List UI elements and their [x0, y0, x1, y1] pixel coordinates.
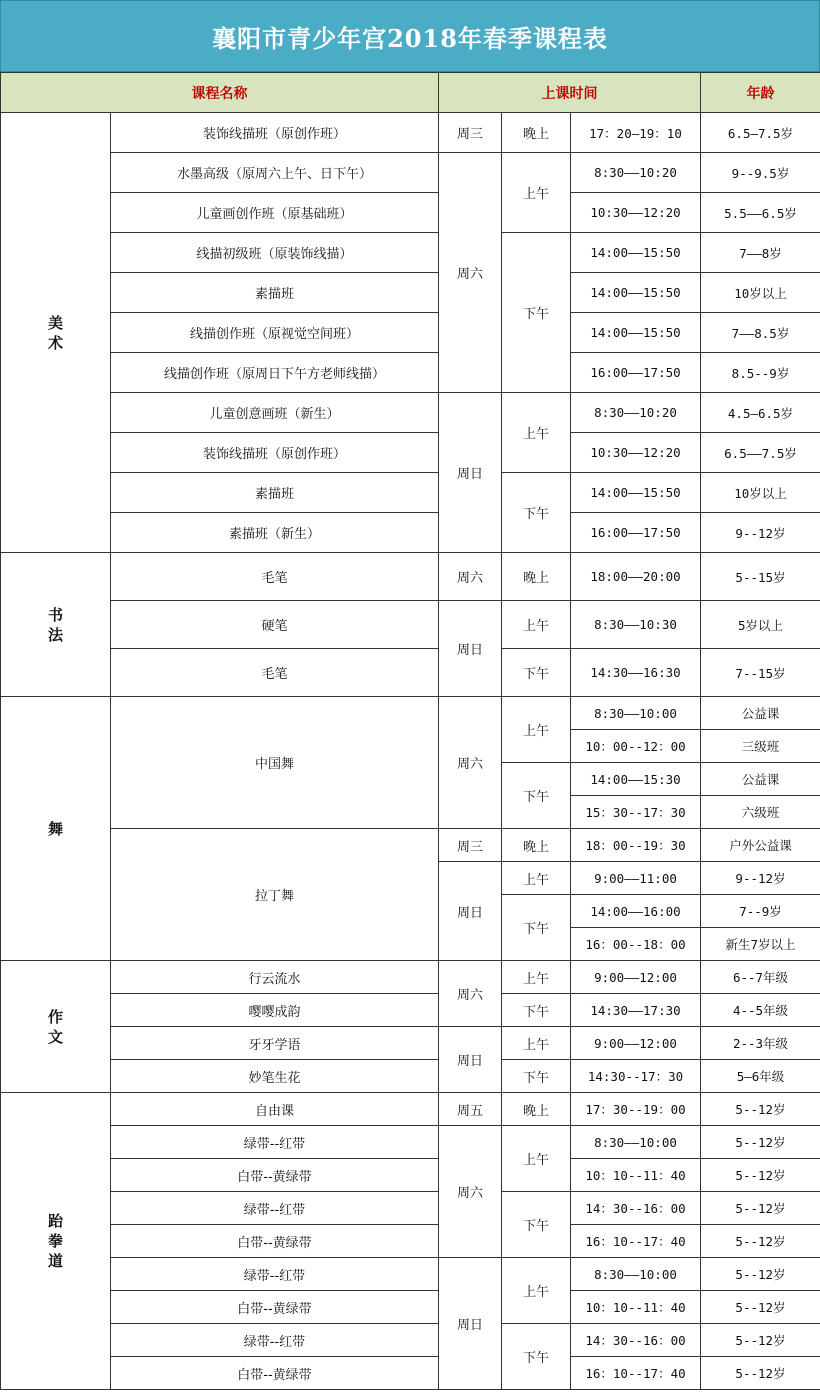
- period-cell: 上午: [502, 601, 571, 649]
- time-cell: 9:00——11:00: [571, 862, 701, 895]
- time-cell: 14:00——15:50: [571, 273, 701, 313]
- course-name: 素描班（新生）: [111, 513, 439, 553]
- day-cell: 周六: [439, 153, 502, 393]
- age-cell: 5--12岁: [701, 1258, 820, 1291]
- table-row: [1, 961, 820, 994]
- table-row: [1, 433, 820, 473]
- day-cell: 周三: [439, 113, 502, 153]
- age-cell: 10岁以上: [701, 473, 820, 513]
- age-cell: 5--12岁: [701, 1225, 820, 1258]
- time-cell: 8:30——10:00: [571, 1258, 701, 1291]
- course-name: 素描班: [111, 473, 439, 513]
- day-cell: 周六: [439, 697, 502, 829]
- table-row: [1, 193, 820, 233]
- table-row: [1, 353, 820, 393]
- age-cell: 9--12岁: [701, 862, 820, 895]
- day-cell: 周日: [439, 601, 502, 697]
- table-row: [1, 113, 820, 153]
- course-name: 线描创作班（原周日下午方老师线描）: [111, 353, 439, 393]
- table-row: [1, 829, 820, 862]
- age-cell: 8.5--9岁: [701, 353, 820, 393]
- time-cell: 14:30--17：30: [571, 1060, 701, 1093]
- time-cell: 9:00——12:00: [571, 1027, 701, 1060]
- table-row: [1, 1126, 820, 1159]
- age-cell: 新生7岁以上: [701, 928, 820, 961]
- time-cell: 14:30——16:30: [571, 649, 701, 697]
- day-cell: 周六: [439, 553, 502, 601]
- time-cell: 10：10--11：40: [571, 1159, 701, 1192]
- day-cell: 周五: [439, 1093, 502, 1126]
- age-cell: 公益课: [701, 763, 820, 796]
- time-cell: 14:30——17:30: [571, 994, 701, 1027]
- time-cell: 18:00——20:00: [571, 553, 701, 601]
- period-cell: 晚上: [502, 553, 571, 601]
- age-cell: 6.5—7.5岁: [701, 113, 820, 153]
- table-row: [1, 273, 820, 313]
- time-cell: 8:30——10:30: [571, 601, 701, 649]
- table-row: [1, 1225, 820, 1258]
- table-row: [1, 1027, 820, 1060]
- time-cell: 8:30——10:00: [571, 697, 701, 730]
- time-cell: 16:00——17:50: [571, 513, 701, 553]
- course-name: 毛笔: [111, 553, 439, 601]
- time-cell: 10：10--11：40: [571, 1291, 701, 1324]
- course-name: 绿带--红带: [111, 1324, 439, 1357]
- header-course-name: 课程名称: [1, 73, 439, 113]
- time-cell: 18：00--19：30: [571, 829, 701, 862]
- course-name: 毛笔: [111, 649, 439, 697]
- table-row: [1, 153, 820, 193]
- age-cell: 4--5年级: [701, 994, 820, 1027]
- course-name: 线描创作班（原视觉空间班）: [111, 313, 439, 353]
- course-name: 拉丁舞: [111, 829, 439, 961]
- table-row: [1, 553, 820, 601]
- period-cell: 下午: [502, 763, 571, 829]
- table-row: [1, 1159, 820, 1192]
- table-row: [1, 1192, 820, 1225]
- time-cell: 10:30——12:20: [571, 433, 701, 473]
- category-dance: 舞: [1, 697, 111, 961]
- time-cell: 9:00——12:00: [571, 961, 701, 994]
- course-name: 牙牙学语: [111, 1027, 439, 1060]
- category-writing: 作文: [1, 961, 111, 1093]
- day-cell: 周日: [439, 393, 502, 553]
- period-cell: 上午: [502, 1126, 571, 1192]
- time-cell: 14：30--16：00: [571, 1192, 701, 1225]
- time-cell: 17：20—19：10: [571, 113, 701, 153]
- category-taekwondo: 跆拳道: [1, 1093, 111, 1390]
- age-cell: 9--12岁: [701, 513, 820, 553]
- period-cell: 下午: [502, 1192, 571, 1258]
- course-name: 装饰线描班（原创作班）: [111, 433, 439, 473]
- time-cell: 8:30——10:20: [571, 393, 701, 433]
- age-cell: 户外公益课: [701, 829, 820, 862]
- table-row: [1, 393, 820, 433]
- time-cell: 10:30——12:20: [571, 193, 701, 233]
- period-cell: 下午: [502, 473, 571, 553]
- time-cell: 14:00——15:50: [571, 313, 701, 353]
- time-cell: 10：00--12：00: [571, 730, 701, 763]
- age-cell: 7--15岁: [701, 649, 820, 697]
- category-art: 美术: [1, 113, 111, 553]
- time-cell: 16：10--17：40: [571, 1225, 701, 1258]
- course-name: 绿带--红带: [111, 1258, 439, 1291]
- period-cell: 上午: [502, 697, 571, 763]
- table-header-row: [1, 73, 820, 113]
- course-name: 硬笔: [111, 601, 439, 649]
- age-cell: 6--7年级: [701, 961, 820, 994]
- course-name: 装饰线描班（原创作班）: [111, 113, 439, 153]
- time-cell: 8:30——10:20: [571, 153, 701, 193]
- time-cell: 14:00——15:30: [571, 763, 701, 796]
- day-cell: 周六: [439, 1126, 502, 1258]
- course-name: 行云流水: [111, 961, 439, 994]
- time-cell: 16:00——17:50: [571, 353, 701, 393]
- table-row: [1, 1291, 820, 1324]
- course-name: 嘤嘤成韵: [111, 994, 439, 1027]
- course-name: 白带--黄绿带: [111, 1357, 439, 1390]
- age-cell: 4.5—6.5岁: [701, 393, 820, 433]
- age-cell: 六级班: [701, 796, 820, 829]
- time-cell: 16：00--18：00: [571, 928, 701, 961]
- age-cell: 9--9.5岁: [701, 153, 820, 193]
- age-cell: 5--12岁: [701, 1159, 820, 1192]
- period-cell: 上午: [502, 862, 571, 895]
- time-cell: 14:00——16:00: [571, 895, 701, 928]
- age-cell: 5--12岁: [701, 1093, 820, 1126]
- table-row: [1, 473, 820, 513]
- period-cell: 下午: [502, 994, 571, 1027]
- category-calligraphy: 书法: [1, 553, 111, 697]
- period-cell: 晚上: [502, 829, 571, 862]
- course-name: 自由课: [111, 1093, 439, 1126]
- time-cell: 17：30--19：00: [571, 1093, 701, 1126]
- age-cell: 三级班: [701, 730, 820, 763]
- table-row: [1, 601, 820, 649]
- time-cell: 14:00——15:50: [571, 233, 701, 273]
- age-cell: 5岁以上: [701, 601, 820, 649]
- day-cell: 周日: [439, 1258, 502, 1390]
- day-cell: 周日: [439, 1027, 502, 1093]
- age-cell: 5--15岁: [701, 553, 820, 601]
- period-cell: 下午: [502, 649, 571, 697]
- header-class-time: 上课时间: [439, 73, 701, 113]
- table-row: [1, 994, 820, 1027]
- course-name: 白带--黄绿带: [111, 1291, 439, 1324]
- age-cell: 6.5——7.5岁: [701, 433, 820, 473]
- course-name: 儿童画创作班（原基础班）: [111, 193, 439, 233]
- course-name: 儿童创意画班（新生）: [111, 393, 439, 433]
- period-cell: 上午: [502, 1027, 571, 1060]
- table-row: [1, 649, 820, 697]
- day-cell: 周三: [439, 829, 502, 862]
- age-cell: 10岁以上: [701, 273, 820, 313]
- course-name: 绿带--红带: [111, 1126, 439, 1159]
- course-name: 素描班: [111, 273, 439, 313]
- period-cell: 下午: [502, 1060, 571, 1093]
- period-cell: 下午: [502, 1324, 571, 1390]
- time-cell: 16：10--17：40: [571, 1357, 701, 1390]
- age-cell: 7——8岁: [701, 233, 820, 273]
- course-name: 白带--黄绿带: [111, 1159, 439, 1192]
- table-row: [1, 1060, 820, 1093]
- age-cell: 2--3年级: [701, 1027, 820, 1060]
- table-row: [1, 513, 820, 553]
- age-cell: 5--12岁: [701, 1357, 820, 1390]
- period-cell: 下午: [502, 895, 571, 961]
- course-name: 白带--黄绿带: [111, 1225, 439, 1258]
- table-row: [1, 1324, 820, 1357]
- period-cell: 下午: [502, 233, 571, 393]
- course-name: 妙笔生花: [111, 1060, 439, 1093]
- time-cell: 14：30--16：00: [571, 1324, 701, 1357]
- course-name: 中国舞: [111, 697, 439, 829]
- period-cell: 上午: [502, 153, 571, 233]
- period-cell: 上午: [502, 393, 571, 473]
- day-cell: 周日: [439, 862, 502, 961]
- table-row: [1, 1258, 820, 1291]
- course-schedule-table: [0, 72, 820, 1390]
- age-cell: 5--12岁: [701, 1192, 820, 1225]
- period-cell: 上午: [502, 961, 571, 994]
- age-cell: 5—6年级: [701, 1060, 820, 1093]
- age-cell: 5--12岁: [701, 1126, 820, 1159]
- period-cell: 晚上: [502, 1093, 571, 1126]
- course-name: 水墨高级（原周六上午、日下午）: [111, 153, 439, 193]
- table-row: [1, 1093, 820, 1126]
- header-age: 年龄: [701, 73, 820, 113]
- page-title: 襄阳市青少年宫2018年春季课程表: [0, 0, 820, 72]
- age-cell: 5--12岁: [701, 1291, 820, 1324]
- age-cell: 7--9岁: [701, 895, 820, 928]
- time-cell: 14:00——15:50: [571, 473, 701, 513]
- course-name: 绿带--红带: [111, 1192, 439, 1225]
- day-cell: 周六: [439, 961, 502, 1027]
- table-row: [1, 233, 820, 273]
- age-cell: 5--12岁: [701, 1324, 820, 1357]
- period-cell: 上午: [502, 1258, 571, 1324]
- time-cell: 15：30--17：30: [571, 796, 701, 829]
- course-name: 线描初级班（原装饰线描）: [111, 233, 439, 273]
- table-row: [1, 1357, 820, 1390]
- age-cell: 5.5——6.5岁: [701, 193, 820, 233]
- table-row: [1, 313, 820, 353]
- period-cell: 晚上: [502, 113, 571, 153]
- age-cell: 7——8.5岁: [701, 313, 820, 353]
- table-row: [1, 697, 820, 730]
- age-cell: 公益课: [701, 697, 820, 730]
- time-cell: 8:30——10:00: [571, 1126, 701, 1159]
